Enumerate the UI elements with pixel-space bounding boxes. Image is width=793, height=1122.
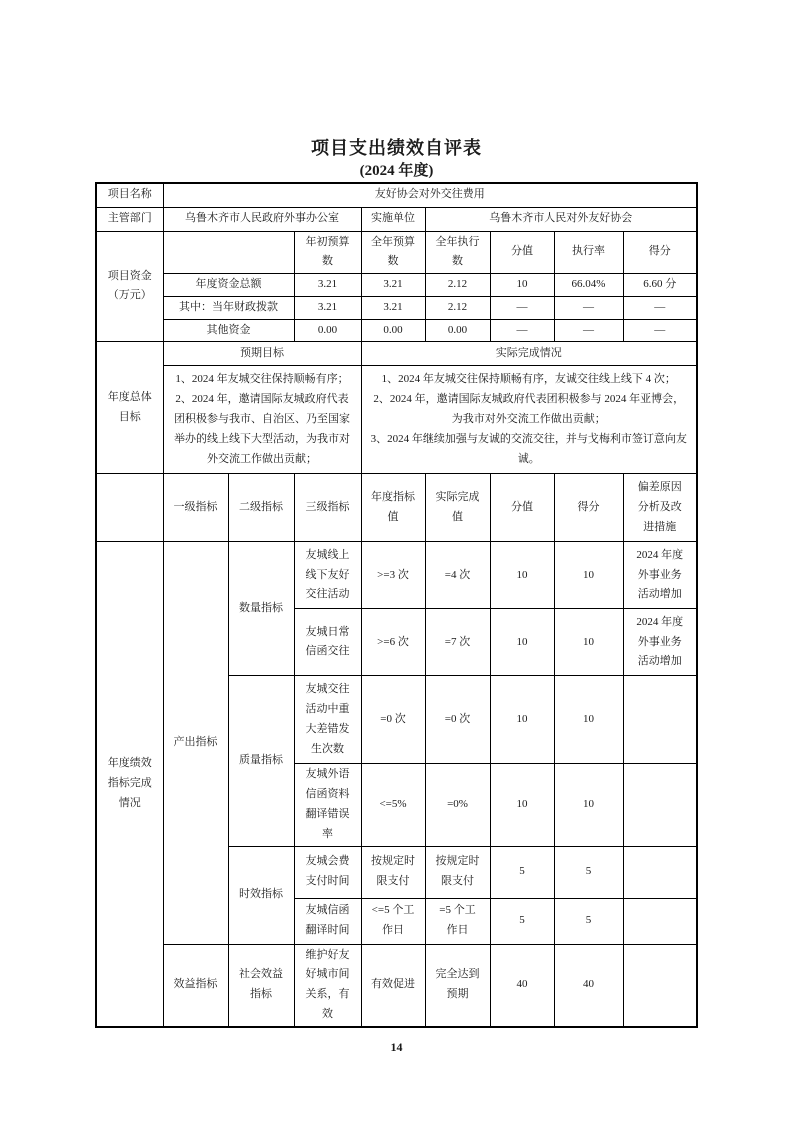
funds-value: 3.21 xyxy=(361,274,425,297)
indicator-score: 10 xyxy=(490,609,554,676)
indicators-header-deviation: 偏差原因分析及改进措施 xyxy=(623,474,697,542)
indicator-name: 友城外语信函资料翻译错误率 xyxy=(294,764,361,846)
indicator-target: >=6 次 xyxy=(361,609,425,676)
indicator-got: 10 xyxy=(554,542,623,609)
indicator-row xyxy=(96,944,697,1027)
indicators-header-level3: 三级指标 xyxy=(294,474,361,542)
goals-expected-header: 预期目标 xyxy=(163,342,361,366)
indicator-got: 10 xyxy=(554,609,623,676)
indicator-actual: =5 个工作日 xyxy=(425,898,490,944)
indicators-header-row xyxy=(96,474,697,542)
empty-cell xyxy=(163,231,294,274)
funds-value: 0.00 xyxy=(425,319,490,342)
indicator-got: 5 xyxy=(554,846,623,898)
indicator-actual: 按规定时限支付 xyxy=(425,846,490,898)
funds-header-rate: 执行率 xyxy=(554,231,623,274)
indicators-header-score: 分值 xyxy=(490,474,554,542)
level2-social-label: 社会效益指标 xyxy=(228,944,294,1027)
funds-value: 66.04% xyxy=(554,274,623,297)
goals-expected-line: 2、2024 年，邀请国际友城政府代表团积极参与我市、自治区、乃至国家举办的线上线下大型活动，为我市对外交流工作做出贡献； xyxy=(174,393,350,465)
project-name-value: 友好协会对外交往费用 xyxy=(163,183,697,207)
indicator-deviation: 2024 年度外事业务活动增加 xyxy=(623,542,697,609)
funds-value: — xyxy=(623,319,697,342)
empty-cell xyxy=(96,474,163,542)
funds-value: — xyxy=(554,319,623,342)
indicator-actual: =0 次 xyxy=(425,676,490,764)
funds-row-other xyxy=(96,319,697,342)
goals-actual-header: 实际完成情况 xyxy=(361,342,697,366)
goals-expected-line: 1、2024 年友城交往保持顺畅有序； xyxy=(175,373,349,386)
indicator-target: 按规定时限支付 xyxy=(361,846,425,898)
funds-row-name: 其他资金 xyxy=(163,319,294,342)
funds-value: — xyxy=(490,319,554,342)
indicator-name: 维护好友好城市间关系，有效 xyxy=(294,944,361,1027)
indicator-actual: =0% xyxy=(425,764,490,846)
indicator-target: <=5 个工作日 xyxy=(361,898,425,944)
funds-value: 2.12 xyxy=(425,274,490,297)
funds-header-budget-year: 全年预算数 xyxy=(361,231,425,274)
indicators-header-level1: 一级指标 xyxy=(163,474,228,542)
goals-actual-line: 2、2024 年，邀请国际友城政府代表团积极参与 2024 年亚博会，为我市对外交流工作做出贡献； xyxy=(373,393,685,426)
indicator-deviation xyxy=(623,846,697,898)
indicator-deviation xyxy=(623,676,697,764)
document-subtitle: (2024 年度) xyxy=(359,163,434,179)
funds-row-fiscal xyxy=(96,296,697,319)
dept-label: 主管部门 xyxy=(96,207,163,231)
level2-quality-label: 质量指标 xyxy=(228,676,294,846)
indicators-header-level2: 二级指标 xyxy=(228,474,294,542)
funds-value: 0.00 xyxy=(361,319,425,342)
funds-row-total xyxy=(96,274,697,297)
indicator-name: 友城会费支付时间 xyxy=(294,846,361,898)
funds-header-row xyxy=(96,231,697,274)
level1-benefit-label: 效益指标 xyxy=(163,944,228,1027)
indicator-actual: =7 次 xyxy=(425,609,490,676)
funds-value: 6.60 分 xyxy=(623,274,697,297)
impl-unit-value: 乌鲁木齐市人民对外友好协会 xyxy=(425,207,697,231)
funds-value: — xyxy=(623,296,697,319)
indicator-target: 有效促进 xyxy=(361,944,425,1027)
funds-value: — xyxy=(554,296,623,319)
indicator-deviation xyxy=(623,898,697,944)
indicator-name: 友城日常信函交往 xyxy=(294,609,361,676)
project-name-label: 项目名称 xyxy=(96,183,163,207)
indicator-got: 10 xyxy=(554,764,623,846)
funds-value: 10 xyxy=(490,274,554,297)
page-number: 14 xyxy=(390,1040,403,1054)
funds-value: 3.21 xyxy=(294,296,361,319)
level2-time-label: 时效指标 xyxy=(228,846,294,944)
indicator-actual: 完全达到预期 xyxy=(425,944,490,1027)
document-title: 项目支出绩效自评表 xyxy=(311,138,482,158)
funds-row-name: 其中：当年财政拨款 xyxy=(163,296,294,319)
indicator-name: 友城信函翻译时间 xyxy=(294,898,361,944)
level1-output-label: 产出指标 xyxy=(163,542,228,944)
indicator-score: 10 xyxy=(490,676,554,764)
funds-header-budget-begin: 年初预算数 xyxy=(294,231,361,274)
dept-value: 乌鲁木齐市人民政府外事办公室 xyxy=(163,207,361,231)
indicator-got: 10 xyxy=(554,676,623,764)
indicator-deviation xyxy=(623,764,697,846)
funds-value: 2.12 xyxy=(425,296,490,319)
funds-header-score: 分值 xyxy=(490,231,554,274)
indicator-name: 友城交往活动中重大差错发生次数 xyxy=(294,676,361,764)
funds-header-got: 得分 xyxy=(623,231,697,274)
indicator-score: 5 xyxy=(490,898,554,944)
goals-actual-text xyxy=(361,366,697,474)
indicators-header-actual: 实际完成值 xyxy=(425,474,490,542)
indicator-deviation: 2024 年度外事业务活动增加 xyxy=(623,609,697,676)
indicator-score: 10 xyxy=(490,764,554,846)
level2-quantity-label: 数量指标 xyxy=(228,542,294,676)
indicator-target: =0 次 xyxy=(361,676,425,764)
indicators-header-got: 得分 xyxy=(554,474,623,542)
indicator-got: 5 xyxy=(554,898,623,944)
funds-row-name: 年度资金总额 xyxy=(163,274,294,297)
impl-unit-label: 实施单位 xyxy=(361,207,425,231)
goals-body-row xyxy=(96,366,697,474)
indicator-score: 5 xyxy=(490,846,554,898)
indicator-score: 10 xyxy=(490,542,554,609)
indicator-target: >=3 次 xyxy=(361,542,425,609)
funds-section-label: 项目资金（万元） xyxy=(96,231,163,342)
goals-actual-line: 1、2024 年友城交往保持顺畅有序，友诚交往线上线下 4 次； xyxy=(381,373,676,386)
goals-section-label: 年度总体目标 xyxy=(96,342,163,474)
indicator-deviation xyxy=(623,944,697,1027)
indicator-row xyxy=(96,542,697,609)
indicator-name: 友城线上线下友好交往活动 xyxy=(294,542,361,609)
funds-header-executed: 全年执行数 xyxy=(425,231,490,274)
indicator-got: 40 xyxy=(554,944,623,1027)
funds-value: 3.21 xyxy=(294,274,361,297)
goals-header-row xyxy=(96,342,697,366)
indicator-target: <=5% xyxy=(361,764,425,846)
indicator-actual: =4 次 xyxy=(425,542,490,609)
goals-expected-text xyxy=(163,366,361,474)
goals-actual-line: 3、2024 年继续加强与友诚的交流交往，并与戈梅利市签订意向友诚。 xyxy=(370,432,687,465)
indicators-header-target: 年度指标值 xyxy=(361,474,425,542)
funds-value: 0.00 xyxy=(294,319,361,342)
self-assessment-table xyxy=(95,182,698,1028)
indicators-section-label: 年度绩效指标完成情况 xyxy=(96,542,163,1027)
department-row xyxy=(96,207,697,231)
funds-value: — xyxy=(490,296,554,319)
indicator-score: 40 xyxy=(490,944,554,1027)
project-name-row xyxy=(96,183,697,207)
funds-value: 3.21 xyxy=(361,296,425,319)
